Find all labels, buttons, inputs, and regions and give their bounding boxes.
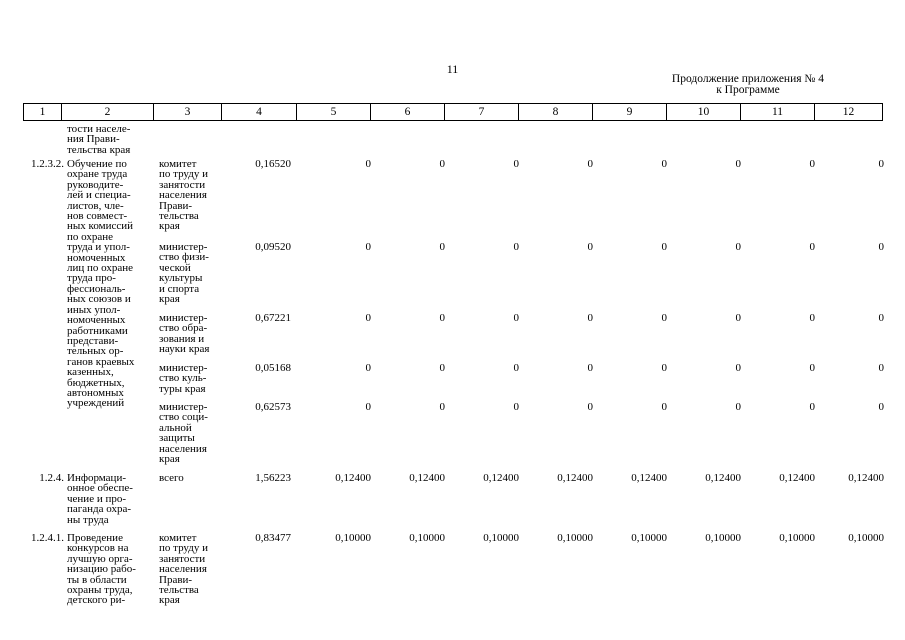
row-name: Информаци- онное обеспе- чение и про- паганда охра- ны труда — [67, 472, 133, 526]
row-executor: министер- ство обра- зования и науки края — [159, 312, 210, 356]
header-col-10: 10 — [667, 104, 741, 121]
row-year-value: 0 — [878, 312, 884, 324]
row-year-value: 0 — [513, 158, 519, 170]
row-year-value: 0,12400 — [335, 472, 371, 484]
row-total: 0,83477 — [255, 532, 291, 544]
row-code: 1.2.4. — [39, 472, 64, 484]
row-year-value: 0,12400 — [557, 472, 593, 484]
row-total: 0,16520 — [255, 158, 291, 170]
row-name: Проведение конкурсов на лучшую орга- низацию рабо- ты в области охраны труда, детского ри- — [67, 532, 136, 607]
row-year-value: 0 — [365, 362, 371, 374]
row-year-value: 0 — [878, 401, 884, 413]
row-year-value: 0,10000 — [705, 532, 741, 544]
row-year-value: 0 — [735, 241, 741, 253]
appendix-line-1: Продолжение приложения № 4 — [671, 73, 824, 85]
header-col-2: 2 — [62, 104, 154, 121]
row-year-value: 0 — [809, 401, 815, 413]
row-year-value: 0 — [513, 312, 519, 324]
row-year-value: 0 — [439, 362, 445, 374]
row-year-value: 0 — [878, 241, 884, 253]
row-year-value: 0 — [735, 312, 741, 324]
page-number: 11 — [446, 62, 459, 76]
row-year-value: 0 — [809, 241, 815, 253]
row-year-value: 0 — [439, 401, 445, 413]
row-year-value: 0 — [587, 158, 593, 170]
row-total: 0,62573 — [255, 401, 291, 413]
header-col-7: 7 — [445, 104, 519, 121]
row-year-value: 0,12400 — [631, 472, 667, 484]
row-year-value: 0 — [365, 158, 371, 170]
row-year-value: 0 — [809, 362, 815, 374]
header-col-11: 11 — [741, 104, 815, 121]
header-col-1: 1 — [24, 104, 62, 121]
row-year-value: 0 — [587, 401, 593, 413]
row-year-value: 0 — [878, 158, 884, 170]
row-total: 0,09520 — [255, 241, 291, 253]
row-executor: министер- ство физи- ческой культуры и спорта края — [159, 241, 209, 306]
row-year-value: 0,10000 — [779, 532, 815, 544]
row-year-value: 0,12400 — [779, 472, 815, 484]
row-year-value: 0,12400 — [483, 472, 519, 484]
row-code: 1.2.3.2. — [31, 158, 64, 170]
row-year-value: 0 — [439, 312, 445, 324]
row-name: тости населе- ния Прави- тельства края — [67, 123, 131, 156]
row-year-value: 0 — [735, 158, 741, 170]
row-year-value: 0 — [587, 241, 593, 253]
row-year-value: 0 — [735, 401, 741, 413]
row-year-value: 0 — [513, 241, 519, 253]
row-year-value: 0,10000 — [631, 532, 667, 544]
row-year-value: 0 — [661, 312, 667, 324]
appendix-caption — [672, 74, 824, 96]
row-year-value: 0 — [661, 241, 667, 253]
row-executor: министер- ство соци- альной защиты населения края — [159, 401, 208, 466]
row-year-value: 0,12400 — [409, 472, 445, 484]
row-code: 1.2.4.1. — [31, 532, 64, 544]
column-number-header — [23, 103, 883, 121]
row-year-value: 0 — [439, 241, 445, 253]
row-year-value: 0 — [513, 362, 519, 374]
row-year-value: 0 — [661, 401, 667, 413]
row-year-value: 0 — [365, 312, 371, 324]
row-year-value: 0 — [365, 241, 371, 253]
row-year-value: 0,12400 — [705, 472, 741, 484]
row-year-value: 0 — [587, 362, 593, 374]
header-col-4: 4 — [222, 104, 297, 121]
row-total: 0,05168 — [255, 362, 291, 374]
row-total: 0,67221 — [255, 312, 291, 324]
header-col-5: 5 — [297, 104, 371, 121]
header-col-12: 12 — [815, 104, 883, 121]
row-year-value: 0 — [365, 401, 371, 413]
row-year-value: 0,12400 — [848, 472, 884, 484]
row-year-value: 0 — [878, 362, 884, 374]
row-year-value: 0 — [661, 158, 667, 170]
header-col-8: 8 — [519, 104, 593, 121]
row-year-value: 0 — [439, 158, 445, 170]
row-year-value: 0 — [513, 401, 519, 413]
row-name: Обучение по охране труда руководите- лей и специа- листов, чле- нов совмест- ных комиссий по охране труда и упол- номоченных лиц по охране труда про- фессиональ- ных союзов и иных упол- номоченных работниками представи- тельных ор- ганов краевых казенных, бюджетных, автономных учреждений — [67, 158, 135, 410]
appendix-line-2: к Программе — [716, 84, 780, 96]
row-year-value: 0 — [809, 312, 815, 324]
row-year-value: 0,10000 — [409, 532, 445, 544]
row-total: 1,56223 — [255, 472, 291, 484]
row-year-value: 0,10000 — [848, 532, 884, 544]
row-executor: всего — [159, 472, 184, 484]
row-executor: министер- ство куль- туры края — [159, 362, 208, 395]
row-year-value: 0 — [735, 362, 741, 374]
row-executor: комитет по труду и занятости населения Прави- тельства края — [159, 532, 208, 607]
row-year-value: 0 — [809, 158, 815, 170]
row-executor: комитет по труду и занятости населения Прави- тельства края — [159, 158, 208, 233]
row-year-value: 0,10000 — [557, 532, 593, 544]
row-year-value: 0 — [587, 312, 593, 324]
header-col-9: 9 — [593, 104, 667, 121]
header-col-3: 3 — [154, 104, 222, 121]
row-year-value: 0 — [661, 362, 667, 374]
header-col-6: 6 — [371, 104, 445, 121]
row-year-value: 0,10000 — [335, 532, 371, 544]
row-year-value: 0,10000 — [483, 532, 519, 544]
